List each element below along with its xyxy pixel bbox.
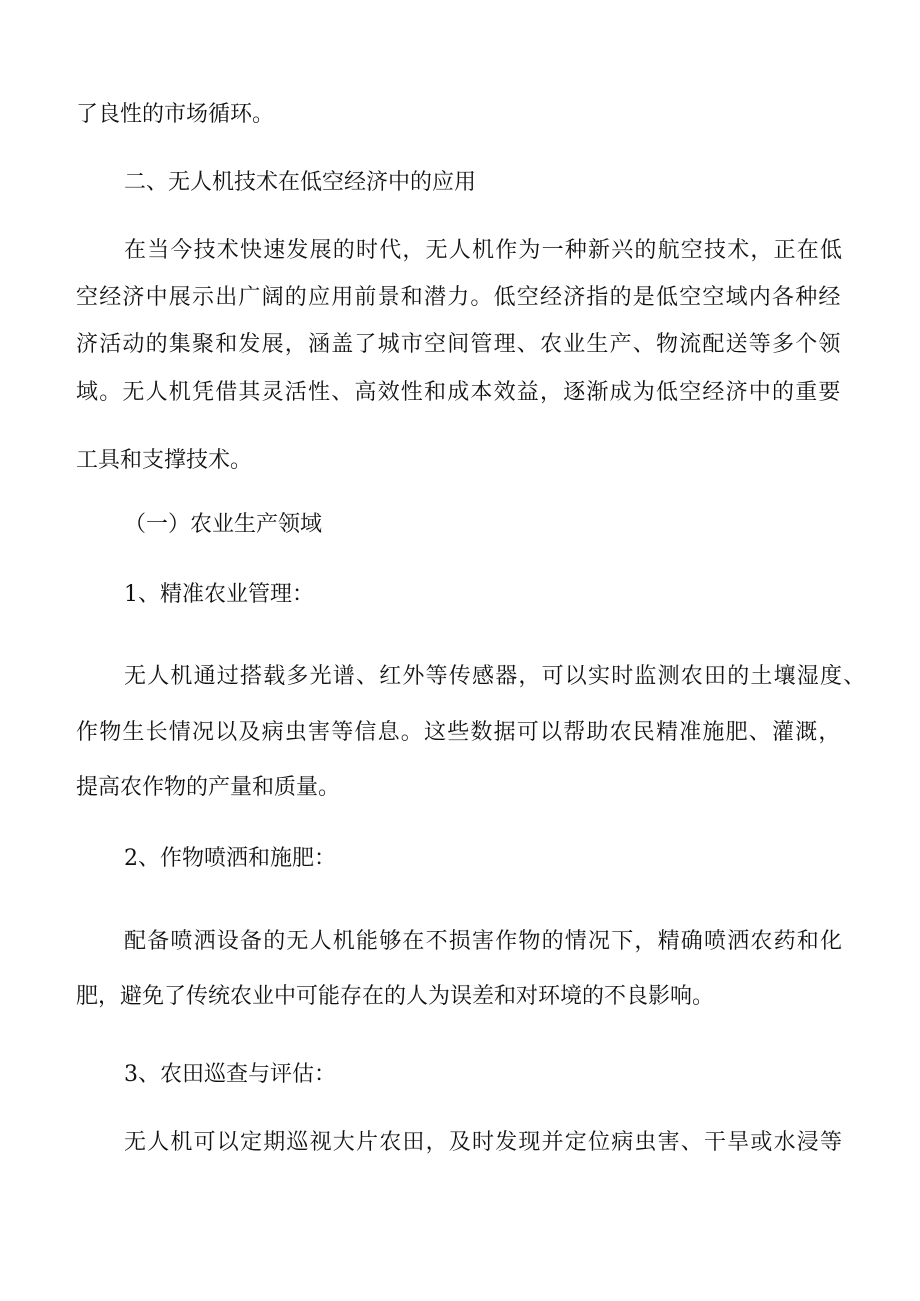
item-heading: 2、作物喷洒和施肥： (124, 846, 336, 871)
paragraph-line: 工具和支撑技术。 (76, 448, 253, 473)
paragraph-line: 域。无人机凭借其灵活性、高效性和成本效益，逐渐成为低空经济中的重要 (76, 380, 842, 405)
subsection-heading: （一）农业生产领域 (124, 512, 323, 537)
paragraph-line: 肥，避免了传统农业中可能存在的人为误差和对环境的不良影响。 (76, 984, 715, 1009)
paragraph-line: 无人机可以定期巡视大片农田，及时发现并定位病虫害、干旱或水浸等 (124, 1130, 844, 1155)
section-heading: 二、无人机技术在低空经济中的应用 (124, 170, 477, 195)
paragraph-line: 无人机通过搭载多光谱、红外等传感器，可以实时监测农田的土壤湿度、 (124, 664, 867, 689)
paragraph-line: 空经济中展示出广阔的应用前景和潜力。低空经济指的是低空空域内各种经 (76, 285, 842, 310)
item-heading: 3、农田巡查与评估： (124, 1062, 336, 1087)
paragraph-line: 作物生长情况以及病虫害等信息。这些数据可以帮助农民精准施肥、灌溉， (76, 720, 842, 745)
paragraph-continuation-line: 了良性的市场循环。 (76, 102, 275, 127)
paragraph-line: 济活动的集聚和发展，涵盖了城市空间管理、农业生产、物流配送等多个领 (76, 332, 842, 357)
paragraph-line: 配备喷洒设备的无人机能够在不损害作物的情况下，精确喷洒农药和化 (124, 929, 844, 954)
paragraph-line: 在当今技术快速发展的时代，无人机作为一种新兴的航空技术，正在低 (124, 238, 844, 263)
item-heading: 1、精准农业管理： (124, 582, 314, 607)
paragraph-line: 提高农作物的产量和质量。 (76, 775, 341, 800)
